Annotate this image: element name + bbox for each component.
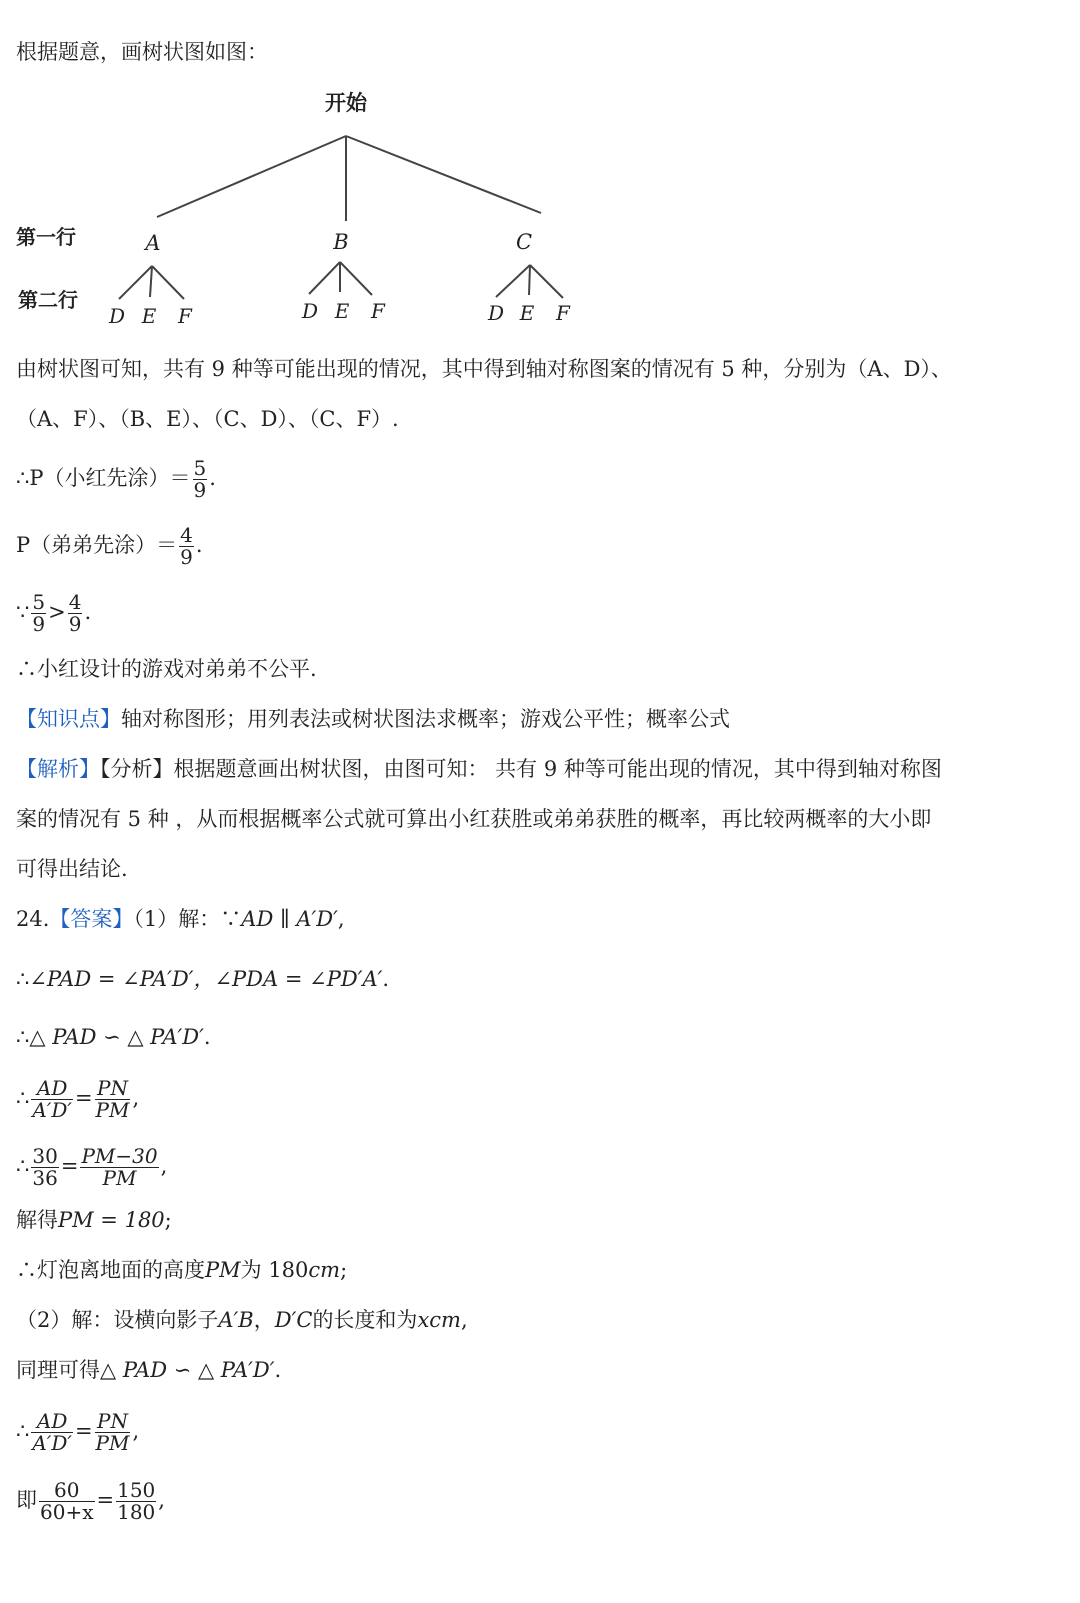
tree-diagram bbox=[0, 80, 620, 340]
node-c: C bbox=[515, 230, 533, 254]
cases-line-1: 由树状图可知，共有 9 种等可能出现的情况，其中得到轴对称图案的情况有 5 种，分别为（A、D）、 bbox=[16, 357, 952, 381]
q24-height-line: ∴灯泡离地面的高度PM为 180cm; bbox=[16, 1258, 348, 1282]
node-b: B bbox=[333, 230, 349, 254]
q24-ratio-1: ∴ $\frac{AD}{A'D'}$ = $\frac{PN}{PM}$ , bbox=[16, 1076, 140, 1122]
node-b-d: D bbox=[301, 299, 319, 323]
node-a-e: E bbox=[141, 304, 157, 328]
node-c-d: D bbox=[487, 301, 505, 325]
row1-label: 第一行 bbox=[16, 225, 76, 249]
node-c-e: E bbox=[519, 301, 535, 325]
q24-ratio-2: ∴ $\frac{30}{36}$ = $\frac{PM-30}{PM}$ , bbox=[16, 1144, 168, 1190]
intro-text: 根据题意，画树状图如图： bbox=[16, 40, 268, 64]
node-b-e: E bbox=[334, 299, 350, 323]
cases-line-2: （A、F）、（B、E）、（C、D）、（C、F）. bbox=[16, 407, 399, 431]
tree-root: 开始 bbox=[325, 90, 367, 115]
q24-ratio-4: 即 $\frac{60}{60+x}$ = $\frac{150}{180}$ , bbox=[16, 1478, 165, 1524]
q24-same-line: 同理可得△ PAD ∽ △ PA′D′. bbox=[16, 1358, 282, 1382]
node-a-d: D bbox=[108, 304, 126, 328]
prob-xiaohong: ∴P（小红先涂）＝ $\frac{5}{9}$ . bbox=[16, 456, 216, 502]
analysis-line-2: 案的情况有 5 种 ，从而根据概率公式就可算出小红获胜或弟弟获胜的概率，再比较两概率的大小即 bbox=[16, 807, 932, 831]
analysis-line-3: 可得出结论. bbox=[16, 857, 128, 881]
conclusion-text: ∴小红设计的游戏对弟弟不公平. bbox=[16, 657, 317, 681]
node-c-f: F bbox=[556, 301, 570, 325]
q24-angles-line: ∴∠PAD = ∠PA′D′，∠PDA = ∠PD′A′. bbox=[16, 967, 390, 991]
q24-similar-line: ∴△ PAD ∽ △ PA′D′. bbox=[16, 1025, 211, 1049]
prob-compare: ∵ $\frac{5}{9}$ > $\frac{4}{9}$ . bbox=[16, 590, 92, 636]
analysis-tag: 【解析】 bbox=[16, 757, 100, 781]
node-a: A bbox=[145, 231, 161, 255]
row2-label: 第二行 bbox=[18, 288, 78, 312]
node-b-f: F bbox=[371, 299, 385, 323]
knowledge-points: 【知识点】轴对称图形；用列表法或树状图法求概率；游戏公平性；概率公式 bbox=[16, 707, 730, 731]
q24-part2-line: （2）解：设横向影子A′B，D′C的长度和为xcm, bbox=[16, 1308, 468, 1332]
knowledge-tag: 【知识点】 bbox=[16, 707, 121, 731]
answer-tag: 【答案】 bbox=[49, 907, 134, 931]
analysis-line-1: 【解析】【分析】根据题意画出树状图，由图可知： 共有 9 种等可能出现的情况，其中得到轴对称图 bbox=[16, 757, 942, 781]
node-a-f: F bbox=[178, 304, 192, 328]
prob-didi: P（弟弟先涂）＝ $\frac{4}{9}$ . bbox=[16, 523, 203, 569]
q24-solve-line: 解得PM = 180; bbox=[16, 1208, 172, 1232]
q24-ratio-3: ∴ $\frac{AD}{A'D'}$ = $\frac{PN}{PM}$ , bbox=[16, 1409, 140, 1455]
q24-answer-line: 24.【答案】（1）解：∵AD ∥ A′D′, bbox=[16, 907, 345, 931]
